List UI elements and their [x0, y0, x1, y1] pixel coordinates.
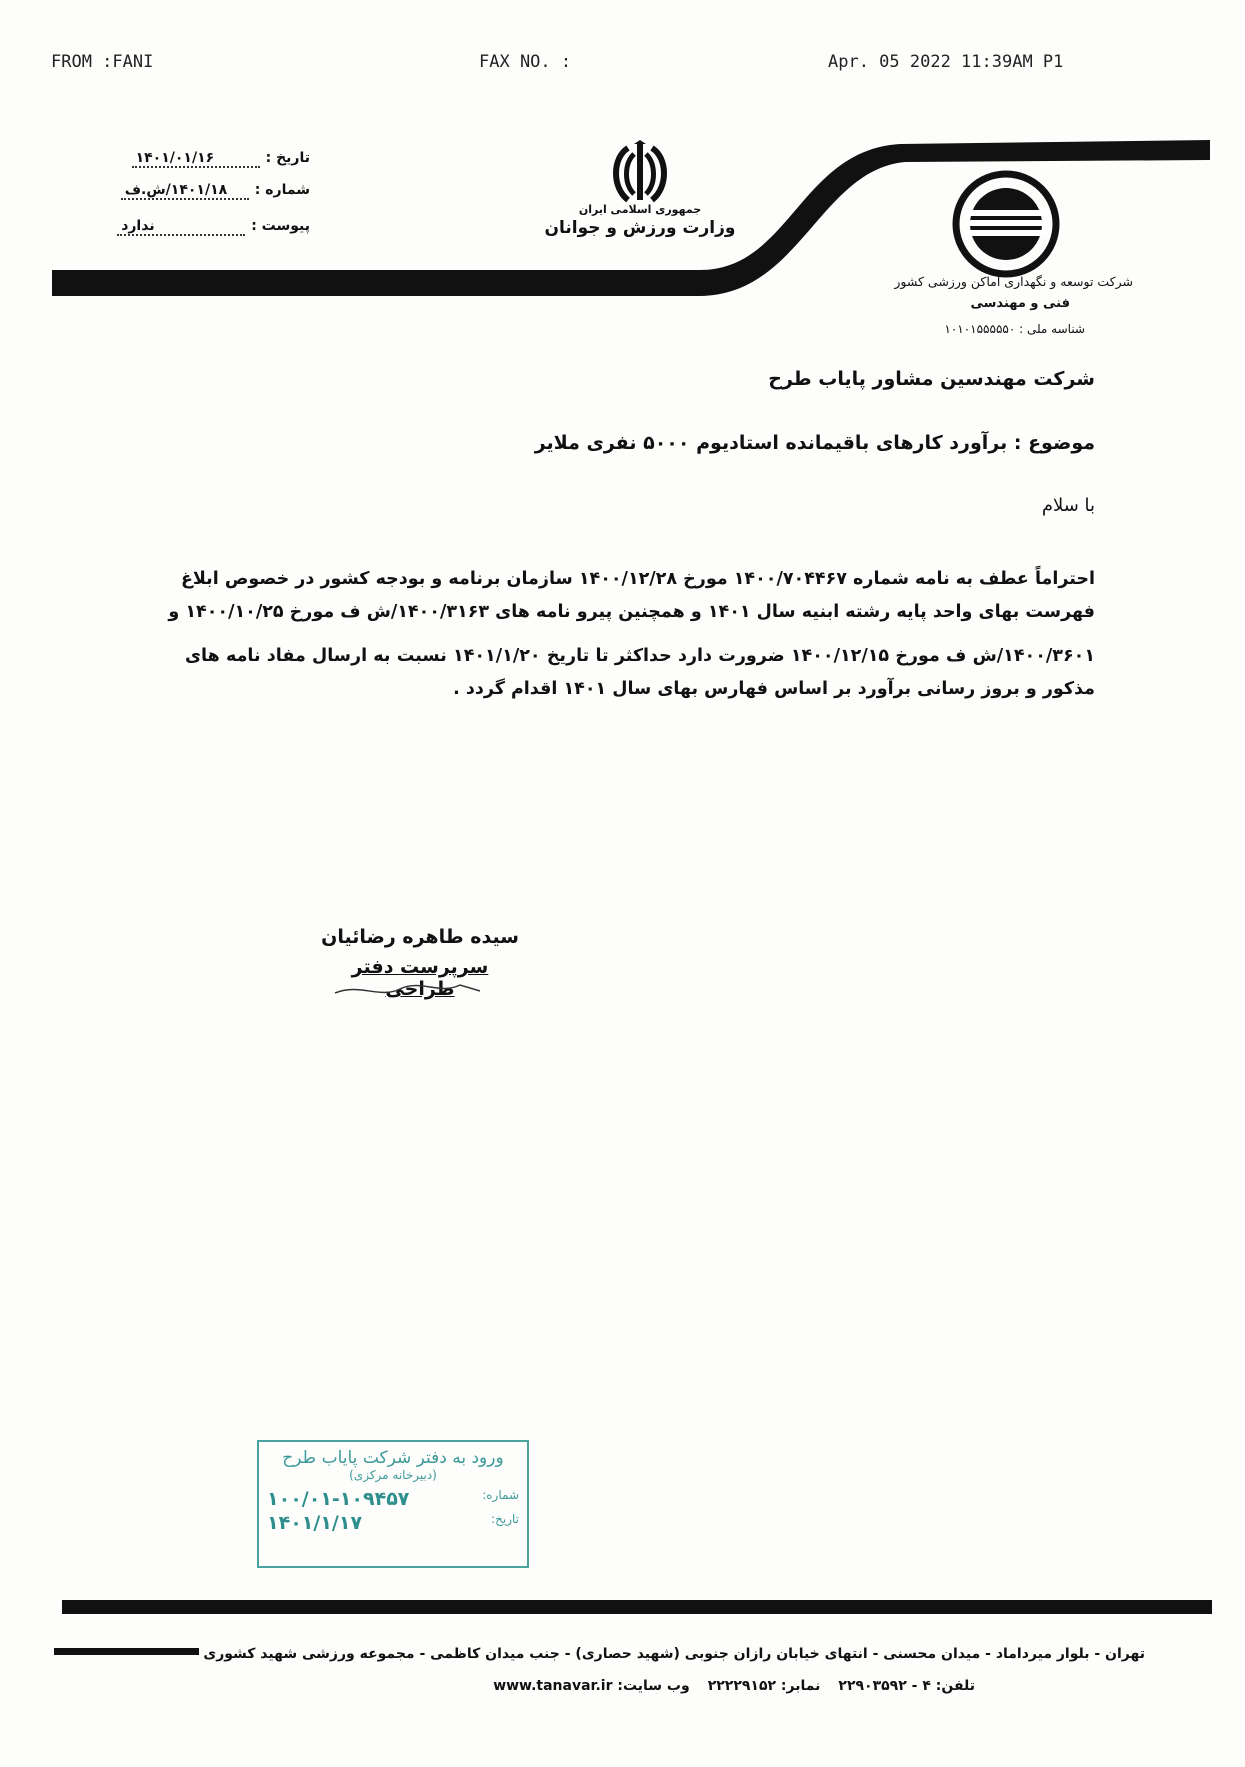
date-label: تاریخ : [265, 150, 310, 166]
body-line: احتراماً عطف به نامه شماره ۱۴۰۰/۷۰۴۴۶۷ مورخ ۱۴۰۰/۱۲/۲۸ سازمان برنامه و بودجه کشور در خصوص ابلاغ [180, 569, 1095, 589]
footer-website[interactable]: www.tanavar.ir [493, 1678, 613, 1694]
stamp-date-value: ۱۴۰۱/۱/۱۷ [267, 1512, 363, 1534]
date-value: ۱۴۰۱/۰۱/۱۶ [132, 150, 260, 168]
number-label: شماره : [254, 182, 310, 198]
fax-number: FAX NO. : [479, 52, 572, 72]
greeting: با سلام [1041, 495, 1095, 516]
fax-datetime: Apr. 05 2022 11:39AM P1 [828, 52, 1064, 72]
footer-contact [493, 1678, 975, 1694]
ministry-name: وزارت ورزش و جوانان [544, 218, 736, 238]
stamp-date-row [259, 1510, 527, 1534]
footer-phone: تلفن: ۴ - ۲۲۹۰۳۵۹۲ [838, 1678, 975, 1694]
footer-accent-line [54, 1648, 199, 1655]
stamp-number-label: شماره: [482, 1488, 519, 1502]
stamp-number-row [259, 1482, 527, 1510]
company-department: فنی و مهندسی [970, 296, 1070, 311]
company-logo-icon [950, 170, 1062, 278]
signature-scribble [330, 975, 490, 1005]
stamp-number-value: ۱۰۰/۰۱-۱۰۹۴۵۷ [267, 1488, 410, 1510]
stamp-title: ورود به دفتر شرکت پایاب طرح [282, 1448, 504, 1468]
body-line: ۱۴۰۰/۳۶۰۱/ش ف مورخ ۱۴۰۰/۱۲/۱۵ ضرورت دارد حداکثر تا تاریخ ۱۴۰۱/۱/۲۰ نسبت به ارسال مفاد نامه های [185, 646, 1095, 666]
footer-band [62, 1600, 1212, 1614]
footer-address: تهران - بلوار میرداماد - میدان محسنی - انتهای خیابان رازان جنوبی (شهید حصاری) - جنب میدان کاظمی - مجموعه ورزشی شهید کشوری [203, 1646, 1145, 1662]
company-national-id: شناسه ملی : ۱۰۱۰۱۵۵۵۵۵۰ [944, 322, 1085, 336]
stamp-subtitle: (دبیرخانه مرکزی) [349, 1468, 437, 1482]
stamp-date-label: تاریخ: [491, 1512, 519, 1526]
recipient: شرکت مهندسین مشاور پایاب طرح [768, 368, 1095, 390]
attachment-value: ندارد [117, 218, 245, 236]
attachment-label: پیوست : [251, 218, 310, 234]
body-line: مذکور و بروز رسانی برآورد بر اساس فهارس بهای سال ۱۴۰۱ اقدام گردد . [453, 679, 1095, 699]
footer-fax: نمابر: ۲۲۲۲۹۱۵۲ [707, 1678, 821, 1694]
reception-stamp [257, 1440, 529, 1568]
footer-website-label: وب سایت: [617, 1678, 690, 1694]
fax-from: FROM :FANI [51, 52, 154, 72]
signer-title: سرپرست دفتر طراحی [351, 956, 489, 1000]
ministry-country: جمهوری اسلامی ایران [578, 203, 702, 216]
number-value: ۱۴۰۱/۱۸/ش.ف [121, 182, 249, 200]
company-name: شرکت توسعه و نگهداری اماکن ورزشی کشور [894, 274, 1133, 289]
signer-name: سیده طاهره رضائیان [321, 926, 519, 948]
subject: موضوع : برآورد کارهای باقیمانده استادیوم ۵۰۰۰ نفری ملایر [534, 432, 1095, 454]
body-line: فهرست بهای واحد پایه رشته ابنیه سال ۱۴۰۱ و همچنین پیرو نامه های ۱۴۰۰/۳۱۶۳/ش ف مورخ ۱۴۰۰/۱۰/۲۵ و [168, 602, 1095, 622]
